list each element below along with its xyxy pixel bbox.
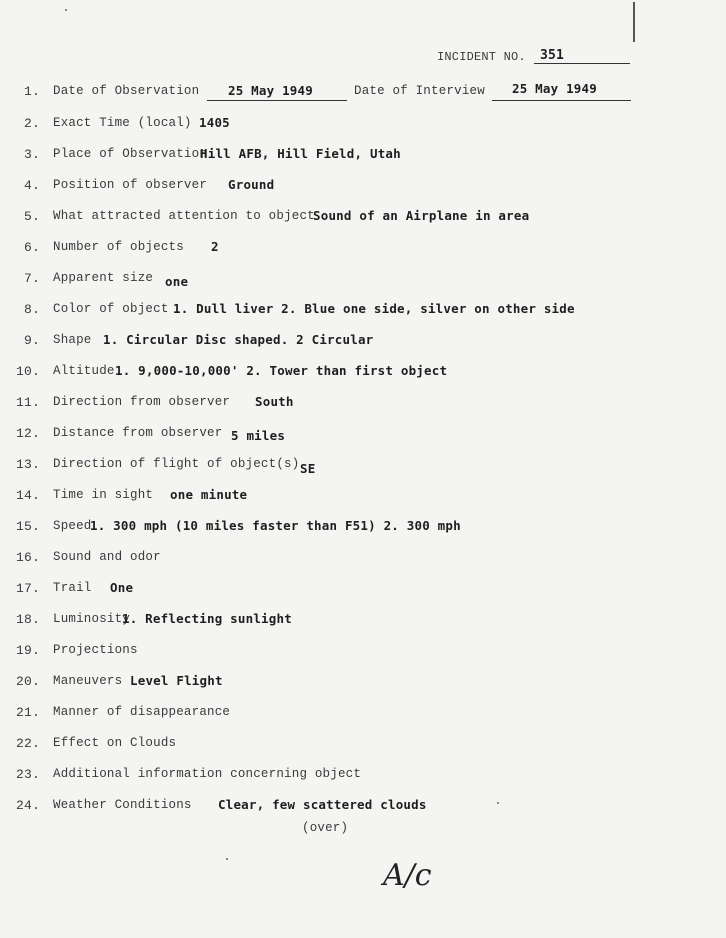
- field-label: Shape: [53, 333, 92, 347]
- item-number: 10.: [15, 364, 40, 379]
- field-label: What attracted attention to object: [53, 209, 315, 223]
- field-value: 1. Circular Disc shaped. 2 Circular: [103, 332, 374, 347]
- item-number: 12.: [15, 426, 40, 441]
- field-value: Level Flight: [130, 673, 223, 688]
- field-value: 2: [211, 239, 219, 254]
- field-label: Apparent size: [53, 271, 154, 285]
- field-label: Direction of flight of object(s): [53, 457, 300, 471]
- field-value: Ground: [228, 177, 275, 192]
- field-label: Maneuvers: [53, 674, 123, 688]
- over-note: (over): [302, 821, 349, 835]
- item-number: 6.: [23, 240, 40, 255]
- scan-speck: [65, 9, 67, 11]
- interview-date-value: 25 May 1949: [512, 81, 597, 96]
- item-number: 23.: [15, 767, 40, 782]
- field-value: South: [255, 394, 294, 409]
- field-label: Luminosity: [53, 612, 131, 626]
- form-row: [0, 736, 726, 754]
- form-row: [0, 395, 726, 413]
- field-value: Clear, few scattered clouds: [218, 797, 427, 812]
- form-row: [0, 612, 726, 630]
- field-value: 5 miles: [231, 428, 286, 443]
- field-value: one minute: [170, 487, 248, 502]
- field-label: Altitude: [53, 364, 115, 378]
- form-row: [0, 178, 726, 196]
- handwritten-note: A/c: [383, 858, 432, 893]
- form-row: [0, 81, 726, 102]
- item-number: 3.: [23, 147, 40, 162]
- form-row: [0, 147, 726, 165]
- field-label: Manner of disappearance: [53, 705, 231, 719]
- field-label: Projections: [53, 643, 138, 657]
- form-row: [0, 271, 726, 289]
- item-number: 4.: [23, 178, 40, 193]
- scan-mark: [633, 2, 635, 42]
- field-value: 1. Dull liver 2. Blue one side, silver on other side: [173, 301, 575, 316]
- field-value: 1. Reflecting sunlight: [122, 611, 292, 626]
- form-row: [0, 767, 726, 785]
- field-value: SE: [300, 461, 316, 476]
- field-label: Date of Observation: [53, 84, 200, 98]
- form-row: [0, 209, 726, 227]
- item-number: 24.: [15, 798, 40, 813]
- incident-number: 351: [534, 48, 630, 64]
- field-value: 25 May 1949: [228, 83, 313, 98]
- item-number: 19.: [15, 643, 40, 658]
- item-number: 13.: [15, 457, 40, 472]
- field-label: Exact Time (local): [53, 116, 192, 130]
- form-row: [0, 643, 726, 661]
- item-number: 7.: [23, 271, 40, 286]
- item-number: 1.: [23, 84, 40, 99]
- field-label: Sound and odor: [53, 550, 161, 564]
- form-row: [0, 798, 726, 816]
- item-number: 9.: [23, 333, 40, 348]
- form-row: [0, 550, 726, 568]
- field-label: Weather Conditions: [53, 798, 192, 812]
- field-label: Date of Interview: [354, 84, 485, 98]
- field-value: One: [110, 580, 134, 595]
- form-row: [0, 457, 726, 475]
- item-number: 16.: [15, 550, 40, 565]
- item-number: 20.: [15, 674, 40, 689]
- field-label: Position of observer: [53, 178, 208, 192]
- form-row: [0, 705, 726, 723]
- item-number: 11.: [15, 395, 40, 410]
- field-value: Hill AFB, Hill Field, Utah: [200, 146, 401, 161]
- form-row: [0, 302, 726, 320]
- field-label: Time in sight: [53, 488, 154, 502]
- form-row: [0, 333, 726, 351]
- item-number: 22.: [15, 736, 40, 751]
- form-row: [0, 519, 726, 537]
- item-number: 18.: [15, 612, 40, 627]
- field-label: Additional information concerning object: [53, 767, 362, 781]
- item-number: 2.: [23, 116, 40, 131]
- field-label: Place of Observation: [53, 147, 208, 161]
- field-label: Color of object: [53, 302, 169, 316]
- form-row: [0, 674, 726, 692]
- item-number: 17.: [15, 581, 40, 596]
- item-number: 5.: [23, 209, 40, 224]
- item-number: 8.: [23, 302, 40, 317]
- field-label: Direction from observer: [53, 395, 231, 409]
- field-value: 1. 300 mph (10 miles faster than F51) 2. 300 mph: [90, 518, 461, 533]
- form-row: [0, 488, 726, 506]
- form-row: [0, 426, 726, 444]
- field-label: Effect on Clouds: [53, 736, 177, 750]
- field-value: one: [165, 274, 189, 289]
- field-value: Sound of an Airplane in area: [313, 208, 530, 223]
- item-number: 14.: [15, 488, 40, 503]
- item-number: 21.: [15, 705, 40, 720]
- field-label: Distance from observer: [53, 426, 223, 440]
- item-number: 15.: [15, 519, 40, 534]
- field-value: 1405: [199, 115, 230, 130]
- form-row: [0, 240, 726, 258]
- field-label: Speed: [53, 519, 92, 533]
- incident-number-field: [437, 48, 565, 64]
- form-row: [0, 364, 726, 382]
- form-row: [0, 581, 726, 599]
- field-value: 1. 9,000-10,000' 2. Tower than first object: [115, 363, 448, 378]
- form-row: [0, 116, 726, 134]
- incident-label: INCIDENT NO.: [437, 50, 526, 64]
- scan-speck: [226, 858, 228, 860]
- field-label: Number of objects: [53, 240, 184, 254]
- field-label: Trail: [53, 581, 92, 595]
